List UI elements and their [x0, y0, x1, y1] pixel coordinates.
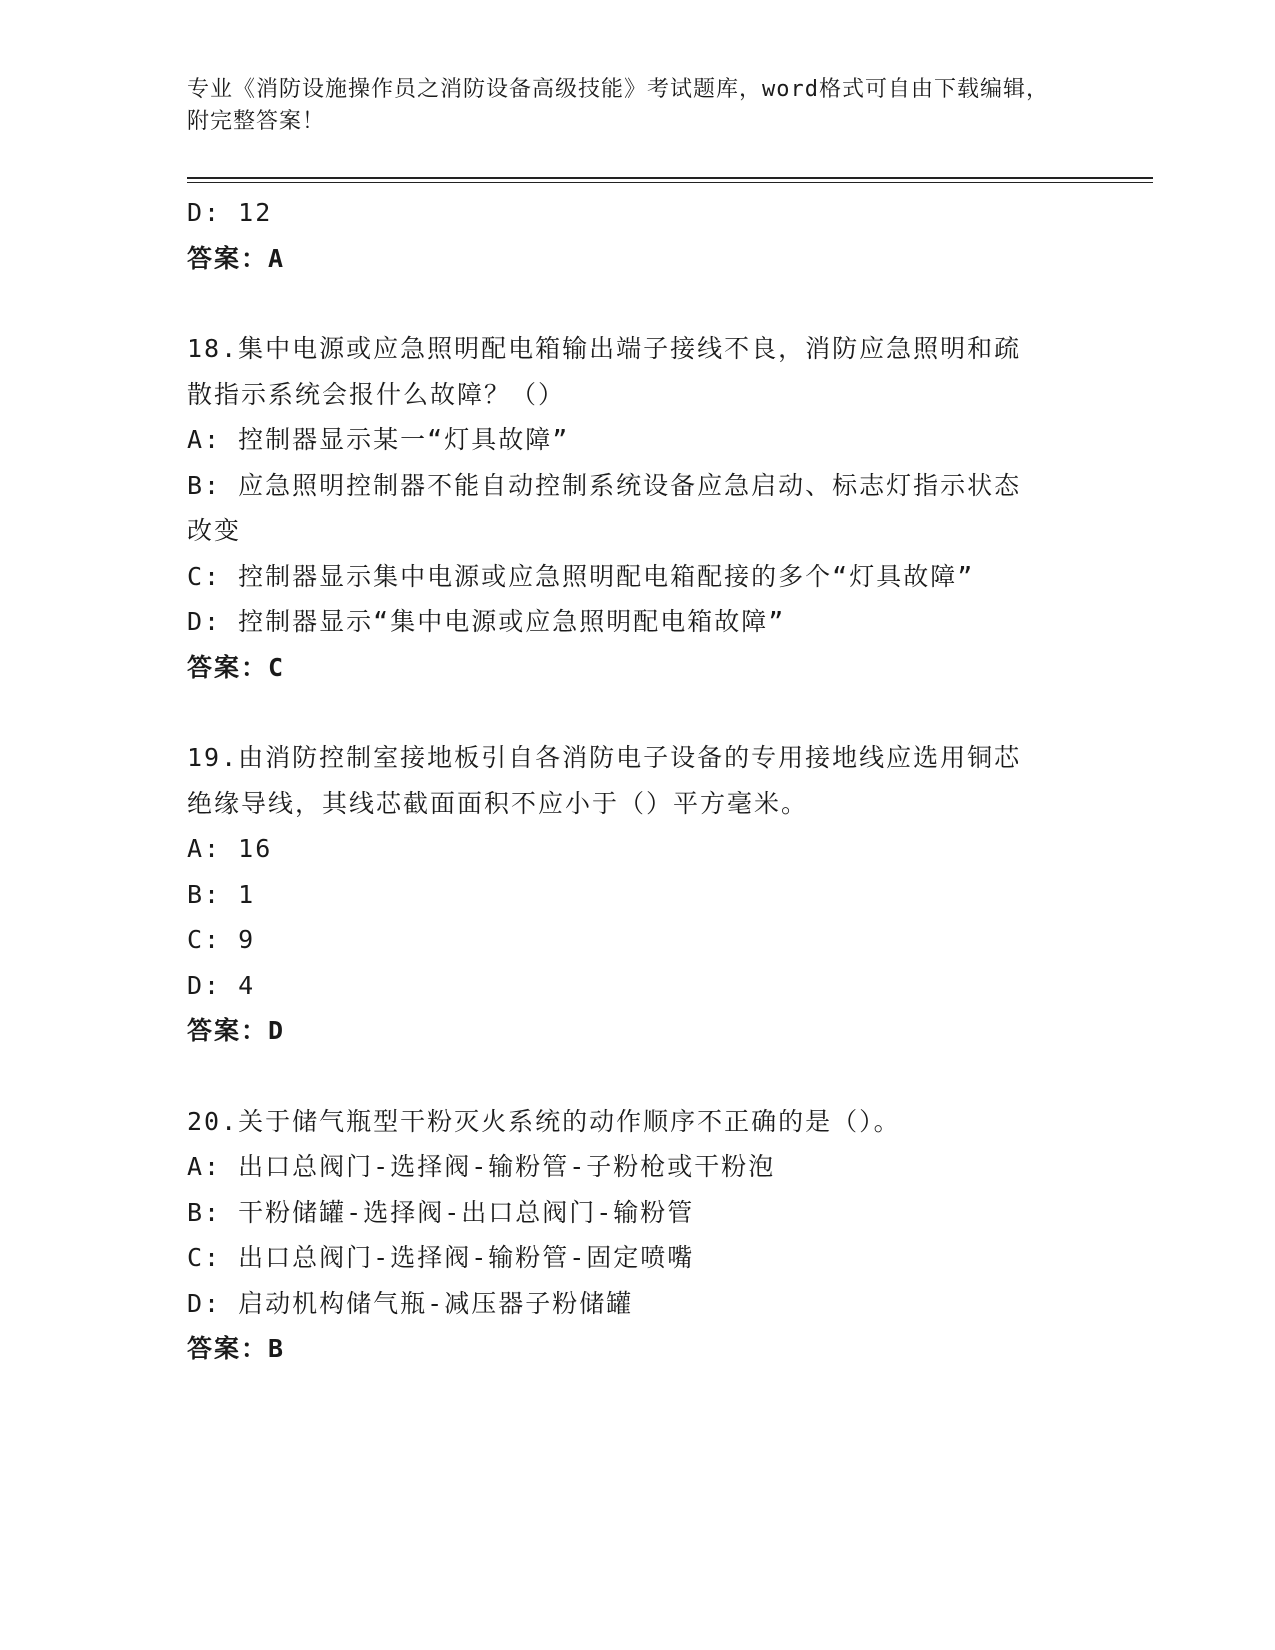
option-c: C: 出口总阀门-选择阀-输粉管-固定喷嘴 [187, 1243, 695, 1272]
question-20 [187, 1099, 1087, 1372]
spacer [187, 281, 1087, 326]
question-19 [187, 735, 1087, 1054]
option-d: D: 12 [187, 198, 273, 227]
header-rule-thick [187, 177, 1153, 179]
spacer [187, 690, 1087, 735]
option-d: D: 控制器显示“集中电源或应急照明配电箱故障” [187, 607, 786, 636]
header-rule-thin [187, 182, 1153, 183]
previous-question-tail [187, 190, 1087, 281]
option-a: A: 16 [187, 834, 273, 863]
question-18 [187, 326, 1087, 690]
option-b: B: 1 [187, 879, 256, 909]
question-stem: 20.关于储气瓶型干粉灭火系统的动作顺序不正确的是（）。 [187, 1106, 901, 1136]
option-b-cont: 改变 [187, 516, 242, 545]
document-body [187, 190, 1087, 1372]
option-b: B: 应急照明控制器不能自动控制系统设备应急启动、标志灯指示状态 [187, 470, 1022, 500]
question-stem: 18.集中电源或应急照明配电箱输出端子接线不良，消防应急照明和疏 [187, 334, 1022, 363]
header-text: 专业《消防设施操作员之消防设备高级技能》考试题库，word格式可自由下载编辑，附完整答案！ [187, 77, 1049, 134]
question-stem-cont: 绝缘导线，其线芯截面面积不应小于（）平方毫米。 [187, 788, 809, 818]
option-c: C: 控制器显示集中电源或应急照明配电箱配接的多个“灯具故障” [187, 561, 975, 591]
document-header [187, 74, 1067, 138]
answer-line: 答案：D [187, 1016, 286, 1045]
question-stem-cont: 散指示系统会报什么故障？（） [187, 379, 566, 409]
option-a: A: 控制器显示某一“灯具故障” [187, 425, 570, 454]
question-stem: 19.由消防控制室接地板引自各消防电子设备的专用接地线应选用铜芯 [187, 743, 1022, 772]
answer-line: 答案：A [187, 243, 286, 273]
answer-line: 答案：B [187, 1334, 286, 1363]
spacer [187, 1054, 1087, 1099]
answer-line: 答案：C [187, 652, 286, 682]
option-c: C: 9 [187, 925, 256, 954]
option-d: D: 4 [187, 970, 256, 1000]
option-b: B: 干粉储罐-选择阀-出口总阀门-输粉管 [187, 1197, 695, 1227]
option-a: A: 出口总阀门-选择阀-输粉管-子粉枪或干粉泡 [187, 1152, 776, 1181]
option-d: D: 启动机构储气瓶-减压器子粉储罐 [187, 1288, 634, 1318]
